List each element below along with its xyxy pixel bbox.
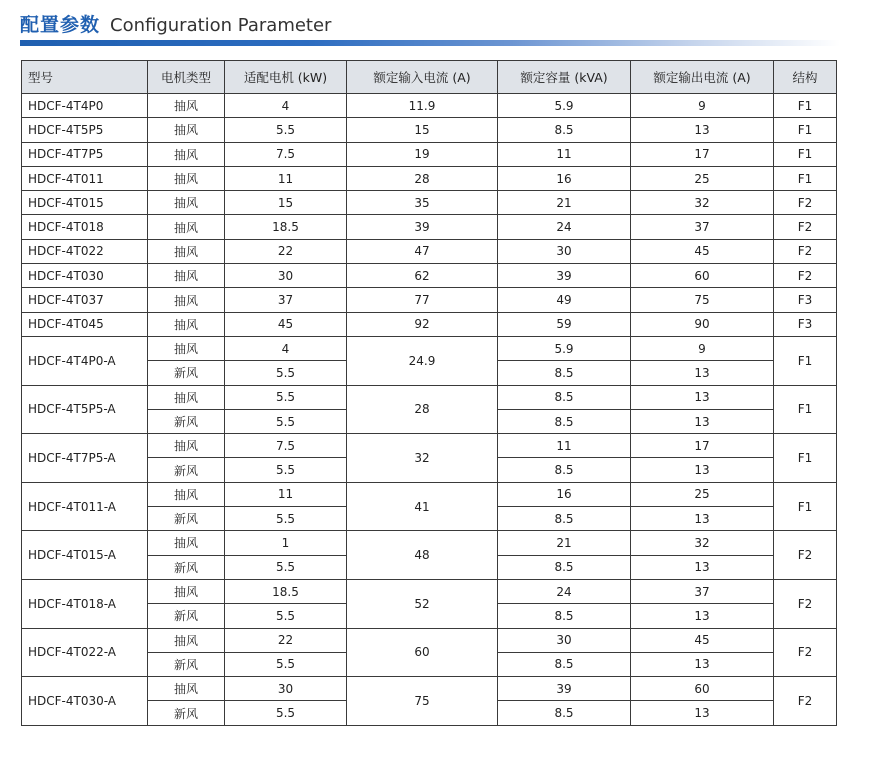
cell-output-current: 60 [631,264,774,288]
cell-frame: F1 [774,482,837,531]
cell-capacity: 11 [498,142,631,166]
table-row [22,215,837,239]
cell-output-current: 13 [631,409,774,433]
cell-motor-power: 22 [225,239,347,263]
cell-input-current: 15 [347,118,498,142]
cell-input-current: 28 [347,385,498,434]
cell-frame: F2 [774,628,837,677]
column-header-motor-power: 适配电机 (kW) [225,61,347,94]
cell-motor-type: 新风 [148,361,225,385]
cell-output-current: 13 [631,385,774,409]
cell-model: HDCF-4T022 [22,239,148,263]
cell-motor-type: 新风 [148,652,225,676]
cell-frame: F2 [774,531,837,580]
title-chinese: 配置参数 [20,14,101,36]
cell-motor-type: 抽风 [148,336,225,360]
cell-input-current: 47 [347,239,498,263]
cell-frame: F1 [774,434,837,483]
cell-motor-power: 5.5 [225,385,347,409]
cell-motor-type: 抽风 [148,215,225,239]
cell-output-current: 13 [631,604,774,628]
cell-frame: F1 [774,385,837,434]
cell-output-current: 75 [631,288,774,312]
cell-frame: F3 [774,312,837,336]
cell-capacity: 30 [498,628,631,652]
cell-motor-type: 新风 [148,604,225,628]
cell-frame: F1 [774,336,837,385]
cell-frame: F1 [774,94,837,118]
cell-motor-power: 45 [225,312,347,336]
title-english: Configuration Parameter [110,15,332,36]
cell-model: HDCF-4T037 [22,288,148,312]
cell-input-current: 32 [347,434,498,483]
cell-input-current: 52 [347,579,498,628]
cell-input-current: 92 [347,312,498,336]
cell-input-current: 11.9 [347,94,498,118]
cell-frame: F1 [774,142,837,166]
cell-motor-power: 18.5 [225,579,347,603]
cell-output-current: 9 [631,336,774,360]
cell-output-current: 32 [631,531,774,555]
cell-model: HDCF-4T022-A [22,628,148,677]
column-header-frame: 结构 [774,61,837,94]
column-header-model: 型号 [22,61,148,94]
cell-motor-type: 抽风 [148,312,225,336]
cell-motor-power: 5.5 [225,604,347,628]
cell-frame: F3 [774,288,837,312]
table-row [22,142,837,166]
cell-input-current: 62 [347,264,498,288]
cell-motor-power: 37 [225,288,347,312]
cell-capacity: 5.9 [498,94,631,118]
table-row [22,264,837,288]
table-row [22,579,837,603]
table-body [22,94,837,726]
table-row [22,94,837,118]
cell-model: HDCF-4T7P5 [22,142,148,166]
cell-output-current: 9 [631,94,774,118]
cell-motor-type: 抽风 [148,94,225,118]
cell-capacity: 39 [498,677,631,701]
table-row [22,385,837,409]
table-row [22,312,837,336]
cell-output-current: 17 [631,142,774,166]
title-gradient-bar [20,40,840,46]
cell-frame: F1 [774,166,837,190]
cell-motor-type: 抽风 [148,628,225,652]
cell-motor-type: 新风 [148,458,225,482]
table-row [22,239,837,263]
cell-output-current: 25 [631,482,774,506]
cell-motor-power: 30 [225,264,347,288]
cell-motor-type: 抽风 [148,288,225,312]
cell-model: HDCF-4T5P5 [22,118,148,142]
cell-output-current: 13 [631,458,774,482]
cell-output-current: 45 [631,628,774,652]
cell-input-current: 35 [347,191,498,215]
cell-motor-type: 新风 [148,701,225,725]
cell-input-current: 28 [347,166,498,190]
cell-model: HDCF-4T4P0-A [22,336,148,385]
cell-output-current: 13 [631,507,774,531]
cell-motor-power: 4 [225,94,347,118]
cell-motor-power: 7.5 [225,142,347,166]
cell-model: HDCF-4T045 [22,312,148,336]
cell-motor-power: 5.5 [225,361,347,385]
cell-capacity: 8.5 [498,652,631,676]
cell-motor-type: 新风 [148,409,225,433]
column-header-output-current: 额定输出电流 (A) [631,61,774,94]
cell-capacity: 5.9 [498,336,631,360]
cell-frame: F2 [774,579,837,628]
cell-output-current: 90 [631,312,774,336]
cell-output-current: 32 [631,191,774,215]
cell-capacity: 39 [498,264,631,288]
cell-input-current: 19 [347,142,498,166]
cell-input-current: 75 [347,677,498,726]
cell-model: HDCF-4T018 [22,215,148,239]
table-header-row [22,61,837,94]
cell-model: HDCF-4T030-A [22,677,148,726]
cell-capacity: 8.5 [498,118,631,142]
cell-motor-power: 5.5 [225,555,347,579]
cell-motor-power: 1 [225,531,347,555]
table-row [22,336,837,360]
cell-output-current: 60 [631,677,774,701]
cell-input-current: 24.9 [347,336,498,385]
cell-frame: F2 [774,264,837,288]
table-row [22,166,837,190]
table-row [22,628,837,652]
cell-capacity: 8.5 [498,458,631,482]
cell-capacity: 49 [498,288,631,312]
cell-capacity: 24 [498,215,631,239]
page-header [20,10,331,40]
column-header-motor-type: 电机类型 [148,61,225,94]
cell-model: HDCF-4T7P5-A [22,434,148,483]
cell-output-current: 13 [631,701,774,725]
table-row [22,677,837,701]
cell-motor-type: 抽风 [148,142,225,166]
cell-capacity: 8.5 [498,555,631,579]
cell-motor-type: 抽风 [148,239,225,263]
cell-motor-power: 7.5 [225,434,347,458]
cell-output-current: 13 [631,555,774,579]
cell-motor-power: 18.5 [225,215,347,239]
cell-motor-power: 11 [225,166,347,190]
cell-model: HDCF-4T015-A [22,531,148,580]
cell-motor-type: 抽风 [148,166,225,190]
table-row [22,482,837,506]
cell-input-current: 41 [347,482,498,531]
cell-capacity: 30 [498,239,631,263]
cell-motor-power: 5.5 [225,409,347,433]
cell-output-current: 13 [631,652,774,676]
cell-capacity: 59 [498,312,631,336]
cell-motor-type: 新风 [148,555,225,579]
cell-motor-type: 抽风 [148,191,225,215]
cell-output-current: 37 [631,215,774,239]
cell-motor-type: 抽风 [148,579,225,603]
table-row [22,288,837,312]
cell-frame: F2 [774,215,837,239]
cell-frame: F2 [774,239,837,263]
cell-motor-type: 抽风 [148,118,225,142]
cell-capacity: 8.5 [498,701,631,725]
cell-input-current: 39 [347,215,498,239]
cell-model: HDCF-4T030 [22,264,148,288]
cell-motor-type: 抽风 [148,482,225,506]
cell-capacity: 16 [498,482,631,506]
cell-motor-power: 5.5 [225,701,347,725]
cell-input-current: 77 [347,288,498,312]
cell-motor-power: 5.5 [225,507,347,531]
cell-model: HDCF-4T011 [22,166,148,190]
column-header-input-current: 额定输入电流 (A) [347,61,498,94]
cell-model: HDCF-4T011-A [22,482,148,531]
cell-capacity: 21 [498,531,631,555]
cell-output-current: 17 [631,434,774,458]
cell-input-current: 48 [347,531,498,580]
cell-motor-type: 抽风 [148,677,225,701]
cell-capacity: 24 [498,579,631,603]
cell-output-current: 13 [631,361,774,385]
cell-motor-power: 15 [225,191,347,215]
cell-model: HDCF-4T4P0 [22,94,148,118]
cell-output-current: 13 [631,118,774,142]
cell-capacity: 16 [498,166,631,190]
cell-capacity: 8.5 [498,361,631,385]
column-header-capacity: 额定容量 (kVA) [498,61,631,94]
cell-motor-power: 4 [225,336,347,360]
cell-motor-power: 11 [225,482,347,506]
cell-frame: F2 [774,677,837,726]
cell-capacity: 8.5 [498,409,631,433]
cell-frame: F2 [774,191,837,215]
cell-motor-type: 抽风 [148,531,225,555]
cell-output-current: 37 [631,579,774,603]
cell-output-current: 25 [631,166,774,190]
cell-motor-type: 新风 [148,507,225,531]
cell-motor-power: 5.5 [225,118,347,142]
cell-input-current: 60 [347,628,498,677]
cell-motor-type: 抽风 [148,264,225,288]
cell-model: HDCF-4T5P5-A [22,385,148,434]
cell-motor-power: 30 [225,677,347,701]
cell-motor-type: 抽风 [148,434,225,458]
cell-model: HDCF-4T018-A [22,579,148,628]
cell-capacity: 8.5 [498,507,631,531]
table-row [22,531,837,555]
cell-motor-power: 22 [225,628,347,652]
cell-motor-power: 5.5 [225,652,347,676]
cell-motor-type: 抽风 [148,385,225,409]
cell-capacity: 8.5 [498,385,631,409]
cell-capacity: 11 [498,434,631,458]
cell-capacity: 8.5 [498,604,631,628]
cell-motor-power: 5.5 [225,458,347,482]
table-row [22,434,837,458]
table-row [22,191,837,215]
cell-output-current: 45 [631,239,774,263]
cell-capacity: 21 [498,191,631,215]
table-row [22,118,837,142]
cell-frame: F1 [774,118,837,142]
cell-model: HDCF-4T015 [22,191,148,215]
configuration-table [21,60,837,726]
